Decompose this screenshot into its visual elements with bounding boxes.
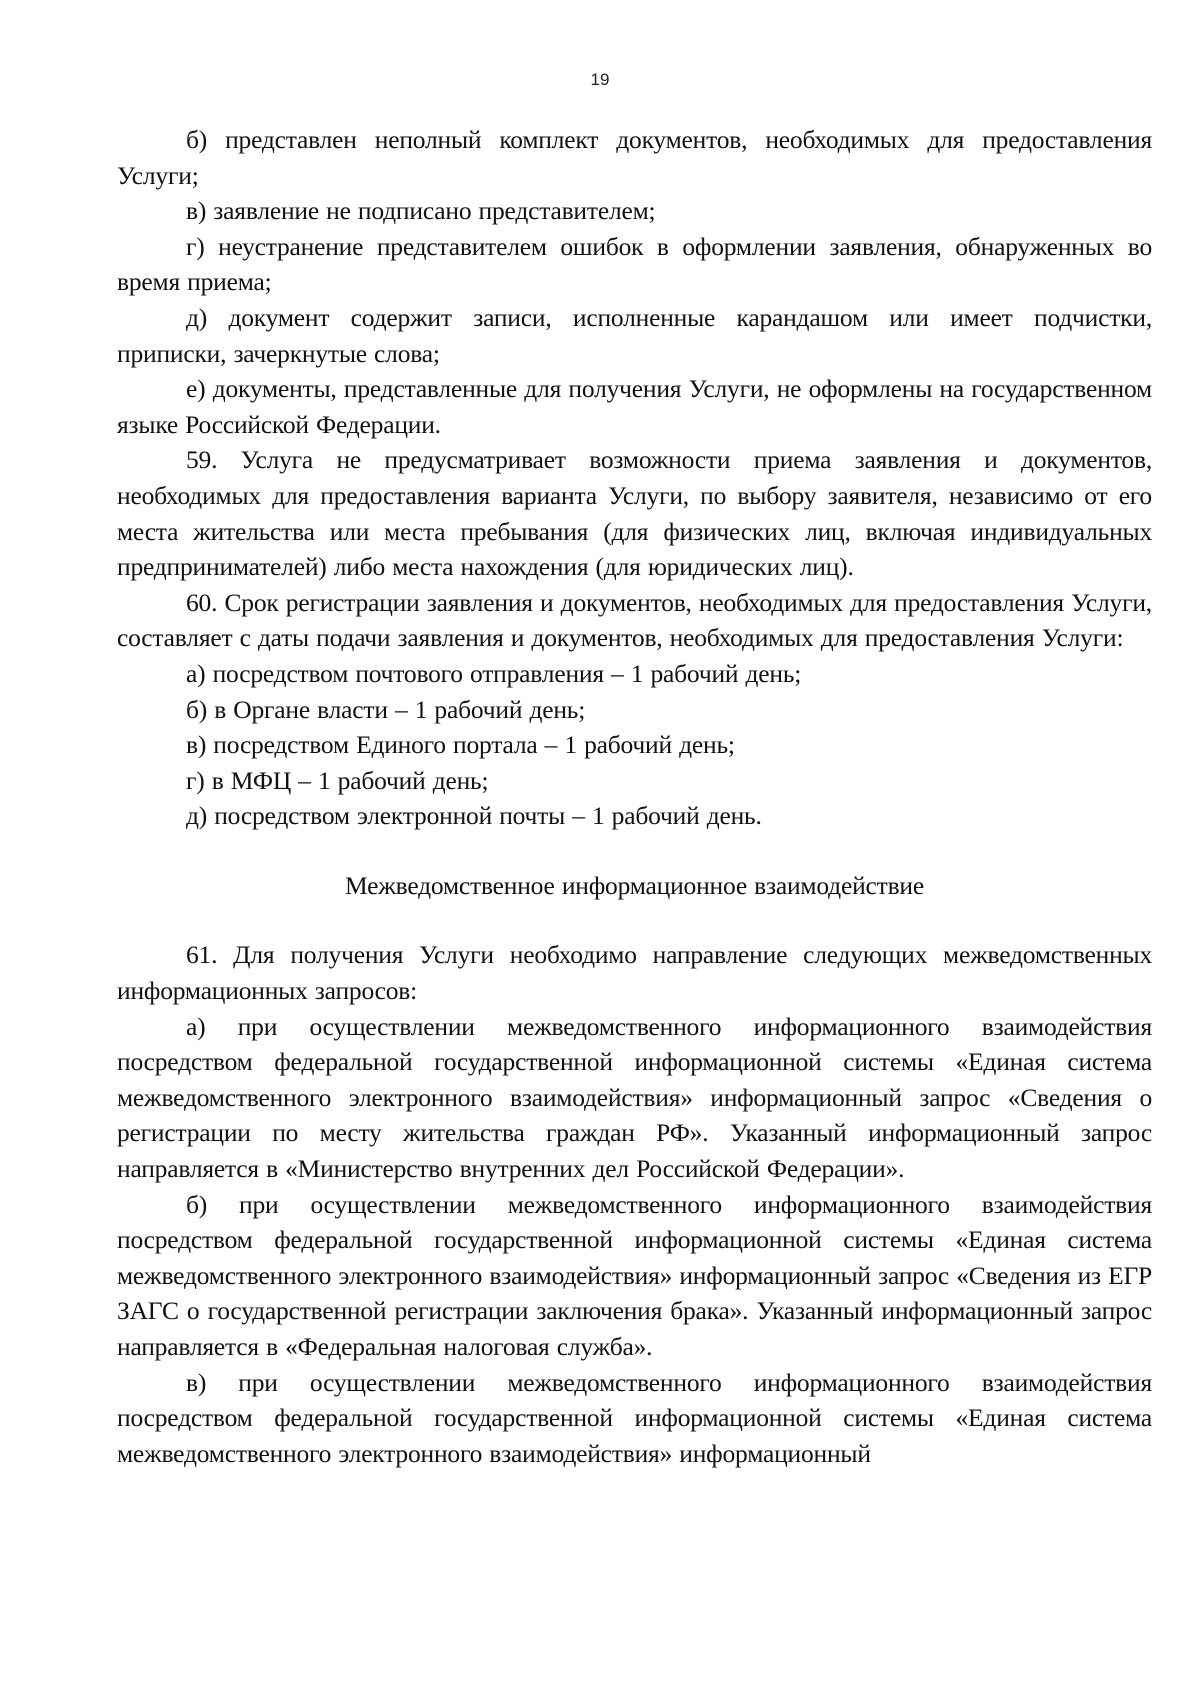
paragraph-60-item-a: а) посредством почтового отправления – 1 рабочий день; (186, 658, 802, 688)
paragraph-61-item-a: а) при осуществлении межведомственного информационного взаимодействия посредством федеральной государственной информационной системы «Единая система межведомственного электронного взаимодействия» информационный запрос «Сведения о регистрации по месту жительства граждан РФ». Указанный информационный запрос направляется в «Министерство внутренних дел Российской Федерации». (117, 1011, 1152, 1184)
paragraph-61-item-v: в) при осуществлении межведомственного информационного взаимодействия посредством федеральной государственной информационной системы «Единая система межведомственного электронного взаимодействия» информационный (117, 1367, 1152, 1468)
page-number: 19 (590, 70, 610, 89)
paragraph-59: 59. Услуга не предусматривает возможности приема заявления и документов, необходимых для предоставления варианта Услуги, по выбору заявителя, независимо от его места жительства или места пребывания (для физических лиц, включая индивидуальных предпринимателей) либо места нахождения (для юридических лиц). (117, 445, 1152, 582)
paragraph-60-item-b: б) в Органе власти – 1 рабочий день; (186, 694, 586, 724)
document-body (117, 122, 1152, 1471)
paragraph-61-item-b: б) при осуществлении межведомственного информационного взаимодействия посредством федеральной государственной информационной системы «Единая система межведомственного электронного взаимодействия» информационный запрос «Сведения из ЕГР ЗАГС о государственной регистрации заключения брака». Указанный информационный запрос направляется в «Федеральная налоговая служба». (117, 1189, 1152, 1361)
paragraph-61: 61. Для получения Услуги необходимо направление следующих межведомственных информационных запросов: (117, 940, 1152, 1006)
paragraph-item-g-errors-not-fixed: г) неустранение представителем ошибок в оформлении заявления, обнаруженных во время приема; (117, 231, 1152, 297)
section-heading: Межведомственное информационное взаимодействие (345, 870, 924, 900)
paragraph-60-item-d: д) посредством электронной почты – 1 рабочий день. (186, 801, 762, 831)
paragraph-item-v-not-signed: в) заявление не подписано представителем; (186, 196, 656, 226)
paragraph-item-d-pencil-records: д) документ содержит записи, исполненные карандашом или имеет подчистки, приписки, зачеркнутые слова; (117, 302, 1152, 368)
paragraph-60-item-g: г) в МФЦ – 1 рабочий день; (186, 765, 489, 795)
paragraph-item-e-state-language: е) документы, представленные для получения Услуги, не оформлены на государственном языке Российской Федерации. (117, 374, 1152, 439)
paragraph-60-item-v: в) посредством Единого портала – 1 рабочий день; (186, 730, 735, 760)
paragraph-60: 60. Срок регистрации заявления и документов, необходимых для предоставления Услуги, составляет с даты подачи заявления и документов, необходимых для предоставления Услуги: (117, 587, 1152, 653)
paragraph-item-b-incomplete-documents: б) представлен неполный комплект документов, необходимых для предоставления Услуги; (117, 125, 1152, 190)
